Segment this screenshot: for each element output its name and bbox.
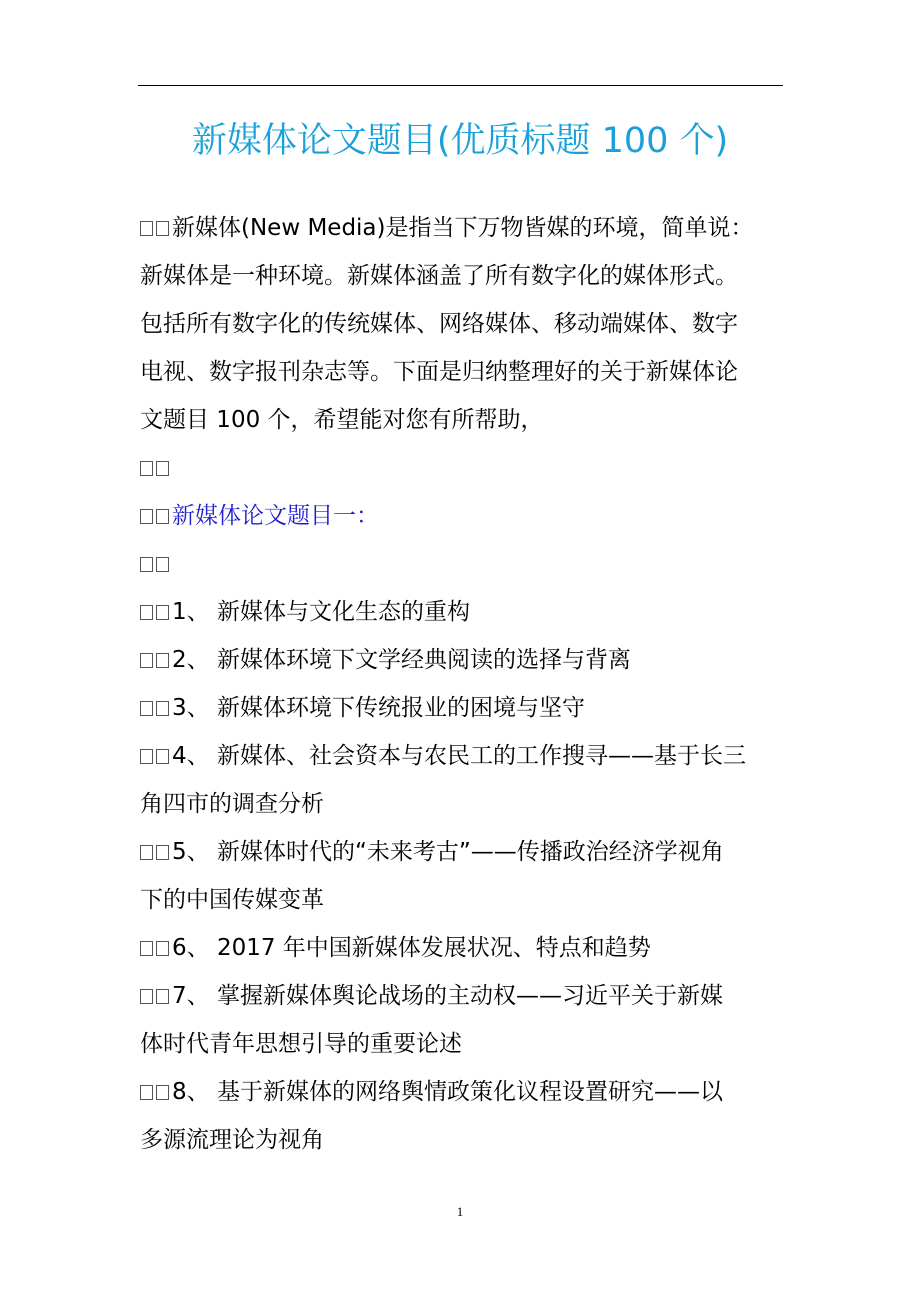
intro-line: 包括所有数字化的传统媒体、网络媒体、移动端媒体、数字 [140, 311, 738, 337]
list-item [140, 732, 785, 780]
blank-line [140, 540, 785, 588]
list-item-continuation: 多源流理论为视角 [140, 1127, 324, 1153]
missing-glyph-box [140, 749, 153, 764]
missing-glyph-box [156, 701, 169, 716]
missing-glyph-box [156, 509, 169, 524]
list-item [140, 684, 785, 732]
missing-glyph-box [156, 557, 169, 572]
list-item-text: 1、 新媒体与文化生态的重构 [172, 599, 470, 625]
missing-glyph-box [140, 509, 153, 524]
missing-glyph-box [156, 1085, 169, 1100]
missing-glyph-box [140, 557, 153, 572]
missing-glyph-box [140, 845, 153, 860]
missing-glyph-box [140, 653, 153, 668]
section-heading-text: 新媒体论文题目一： [172, 503, 379, 529]
missing-glyph-box [156, 653, 169, 668]
list-item-continuation: 下的中国传媒变革 [140, 887, 324, 913]
list-item [140, 588, 785, 636]
list-item-continuation: 角四市的调查分析 [140, 791, 324, 817]
missing-glyph-box [140, 941, 153, 956]
missing-glyph-box [156, 941, 169, 956]
document-title: 新媒体论文题目(优质标题 100 个) [191, 121, 729, 161]
list-item-text: 4、 新媒体、社会资本与农民工的工作搜寻——基于长三 [172, 743, 746, 769]
missing-glyph-box [156, 749, 169, 764]
missing-glyph-box [140, 1085, 153, 1100]
page-number: 1 [456, 1204, 464, 1219]
list-item [140, 828, 785, 876]
list-item-text: 3、 新媒体环境下传统报业的困境与坚守 [172, 695, 585, 721]
list-item-text: 5、 新媒体时代的“未来考古”——传播政治经济学视角 [172, 839, 724, 865]
intro-line: 电视、数字报刊杂志等。下面是归纳整理好的关于新媒体论 [140, 359, 738, 385]
list-item [140, 1068, 785, 1116]
missing-glyph-box [140, 461, 153, 476]
document-body [140, 204, 785, 1164]
list-item [140, 924, 785, 972]
intro-line [140, 204, 785, 252]
list-item-text: 7、 掌握新媒体舆论战场的主动权——习近平关于新媒 [172, 983, 723, 1009]
intro-text: 新媒体(New Media)是指当下万物皆媒的环境，简单说： [172, 215, 754, 241]
list-item-continuation: 体时代青年思想引导的重要论述 [140, 1031, 462, 1057]
blank-line [140, 444, 785, 492]
list-item [140, 972, 785, 1020]
missing-glyph-box [156, 989, 169, 1004]
missing-glyph-box [140, 221, 153, 236]
list-item [140, 636, 785, 684]
missing-glyph-box [156, 845, 169, 860]
missing-glyph-box [140, 701, 153, 716]
missing-glyph-box [140, 989, 153, 1004]
section-heading [140, 492, 785, 540]
list-item-text: 2、 新媒体环境下文学经典阅读的选择与背离 [172, 647, 631, 673]
list-item-text: 8、 基于新媒体的网络舆情政策化议程设置研究——以 [172, 1079, 723, 1105]
missing-glyph-box [156, 605, 169, 620]
list-item-text: 6、 2017 年中国新媒体发展状况、特点和趋势 [172, 935, 651, 961]
missing-glyph-box [140, 605, 153, 620]
header-rule [138, 85, 783, 86]
intro-line: 新媒体是一种环境。新媒体涵盖了所有数字化的媒体形式。 [140, 263, 738, 289]
missing-glyph-box [156, 221, 169, 236]
intro-line: 文题目 100 个，希望能对您有所帮助， [140, 407, 544, 433]
missing-glyph-box [156, 461, 169, 476]
